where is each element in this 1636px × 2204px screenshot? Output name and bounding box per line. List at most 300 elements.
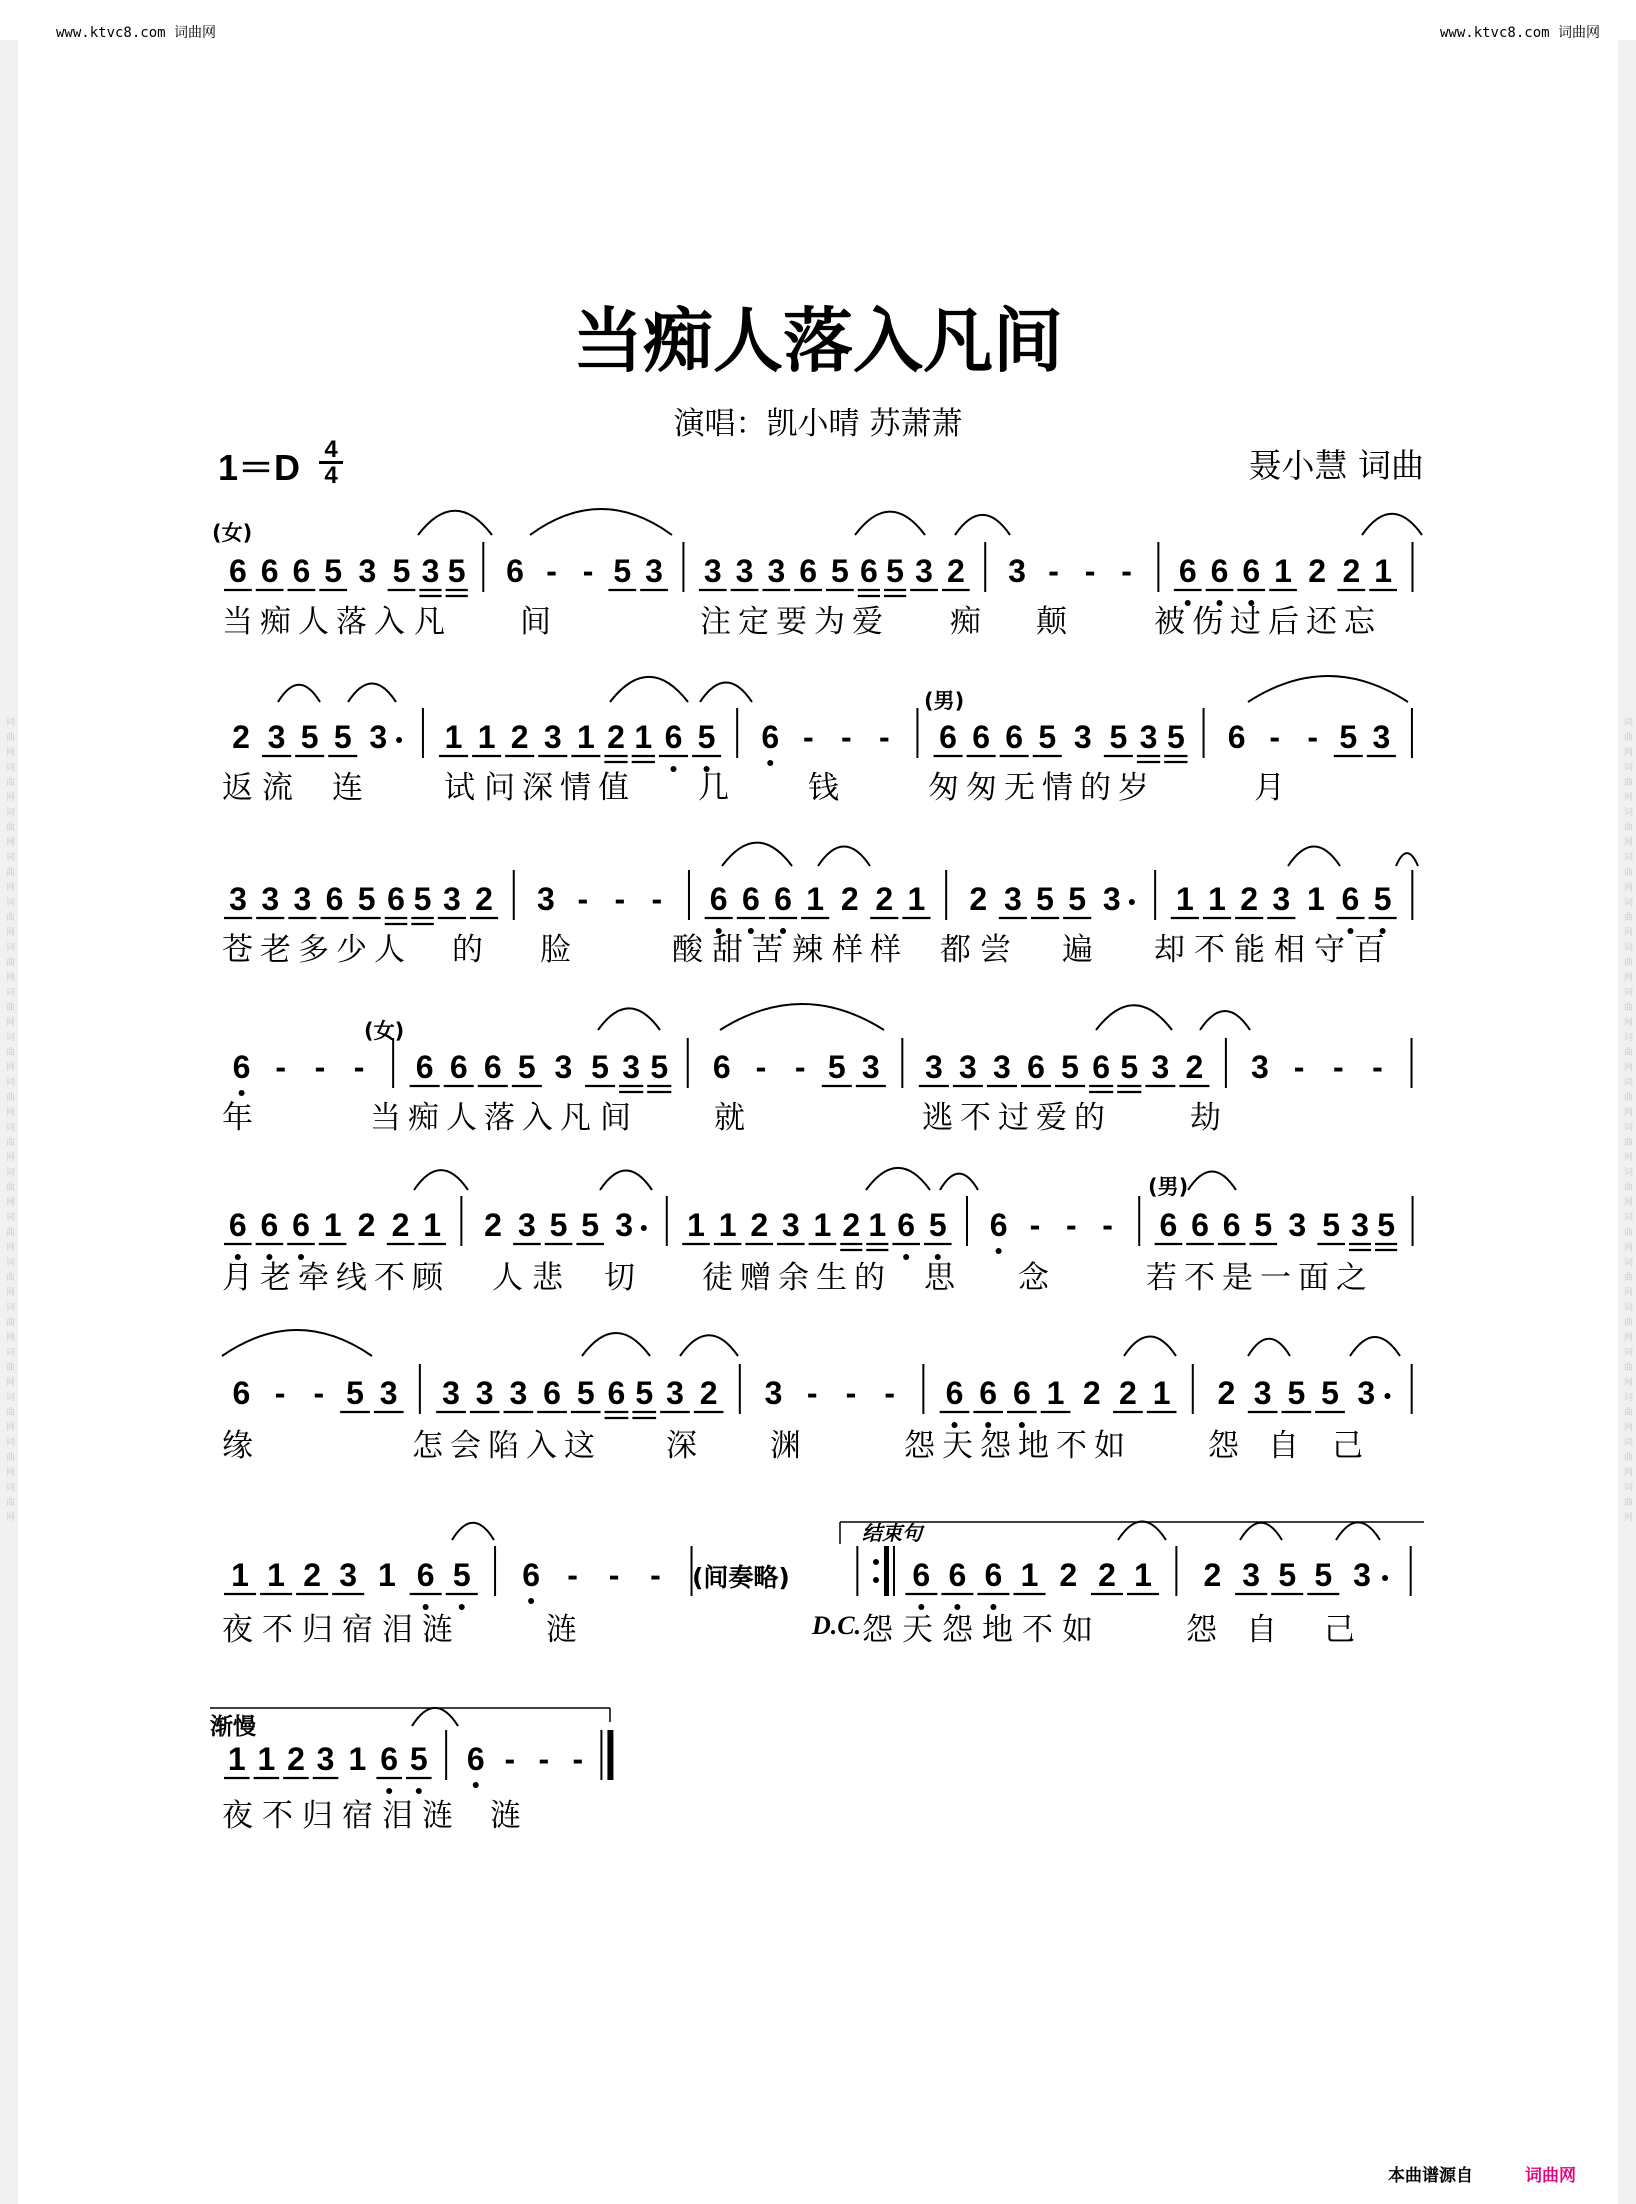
lyric-char: 深 — [666, 1428, 697, 1464]
note: 5 — [1036, 881, 1054, 917]
lyric-char: 苍 — [222, 932, 253, 968]
lyric-char: 辣 — [792, 932, 823, 968]
lyric-char: 伤 — [1192, 604, 1223, 640]
note: 6 — [774, 881, 792, 917]
note: 3 — [554, 1049, 573, 1085]
note: 3 — [1372, 719, 1391, 755]
note: 6 — [1222, 1207, 1241, 1243]
lyric-char: 涟 — [422, 1798, 453, 1834]
low-octave-dot — [903, 1254, 909, 1260]
dash-note: - — [275, 1049, 287, 1085]
note: 3 — [369, 719, 388, 755]
note: 6 — [948, 1557, 967, 1593]
dash-note: - — [567, 1557, 578, 1593]
lyric-char: 返 — [222, 770, 253, 806]
note: 3 — [379, 1375, 398, 1411]
note: 1 — [1152, 1375, 1171, 1411]
note: 5 — [1373, 881, 1392, 917]
note: 6 — [741, 881, 760, 917]
lyric-char: 间 — [600, 1100, 631, 1136]
lyric-char: 流 — [262, 770, 293, 806]
dash-note: - — [504, 1741, 516, 1777]
note: 6 — [232, 1049, 251, 1085]
note: 6 — [1242, 553, 1261, 589]
slur — [1240, 1523, 1282, 1540]
lyric-char: 怨 — [1186, 1612, 1217, 1648]
slur — [582, 1333, 650, 1356]
note: 3 — [615, 1207, 634, 1243]
note: 3 — [767, 553, 786, 589]
slur — [1336, 1522, 1380, 1540]
dash-note: - — [794, 1049, 806, 1085]
lyric-char: 间 — [520, 604, 551, 640]
note: 2 — [232, 719, 250, 755]
note: 5 — [928, 1207, 947, 1243]
note: 2 — [484, 1207, 502, 1243]
lyric-char: 入 — [526, 1428, 557, 1464]
lyric-char: 逃 — [922, 1100, 953, 1136]
note: 5 — [591, 1049, 609, 1085]
dash-note: - — [1048, 553, 1059, 589]
lyric-char: 人 — [446, 1100, 477, 1136]
note: 5 — [1377, 1207, 1396, 1243]
lyric-char: 爱 — [1036, 1100, 1067, 1136]
note: 5 — [697, 719, 716, 755]
lyric-char: 甜 — [712, 932, 743, 968]
slur — [1118, 1521, 1166, 1540]
lyric-char: 能 — [1234, 932, 1265, 968]
low-octave-dot — [416, 1788, 422, 1794]
note: 6 — [506, 553, 524, 589]
dash-note: - — [546, 553, 557, 589]
dash-note: - — [538, 1741, 550, 1777]
dash-note: - — [802, 719, 814, 755]
note: 6 — [939, 719, 957, 755]
low-octave-dot — [996, 1248, 1002, 1254]
note: 5 — [650, 1049, 669, 1085]
slur — [348, 683, 396, 702]
lyric-char: 匆 — [928, 770, 959, 806]
lyric-char: 涟 — [422, 1612, 453, 1648]
low-octave-dot — [239, 1090, 245, 1096]
lyric-char: 一 — [1260, 1260, 1291, 1296]
male-marker-2: (男) — [1148, 1175, 1189, 1199]
lyric-char: 渊 — [770, 1428, 801, 1464]
singers: 演唱：凯小晴 苏萧萧 — [673, 406, 963, 442]
lyric-char: 归 — [302, 1798, 333, 1834]
lyric-char: 情 — [1042, 770, 1073, 806]
slur — [418, 511, 492, 535]
note: 1 — [1374, 553, 1393, 589]
lyric-char: 入 — [522, 1100, 553, 1136]
time-signature-bottom: 4 — [324, 462, 338, 489]
note: 1 — [1306, 881, 1325, 917]
lyric-char: 不 — [374, 1260, 405, 1296]
low-octave-dot — [423, 1604, 429, 1610]
note: 3 — [924, 1049, 943, 1085]
lyric-char: 都 — [940, 932, 971, 968]
note: 3 — [543, 719, 562, 755]
note: 2 — [287, 1741, 305, 1777]
lyric-char: 宿 — [342, 1798, 373, 1834]
lyric-char: 不 — [262, 1612, 293, 1648]
note: 3 — [1151, 1049, 1170, 1085]
lyric-char: 不 — [1056, 1428, 1087, 1464]
lyric-char: 连 — [332, 770, 363, 806]
note: 3 — [993, 1049, 1011, 1085]
note: 2 — [357, 1207, 376, 1243]
lyric-char: 牵 — [298, 1260, 329, 1296]
note: 5 — [830, 553, 849, 589]
slur — [1096, 1005, 1172, 1030]
note: 3 — [316, 1741, 335, 1777]
note: 1 — [1134, 1557, 1152, 1593]
note: 3 — [861, 1049, 880, 1085]
dash-note: - — [1065, 1207, 1077, 1243]
repeat-dot — [873, 1559, 879, 1565]
slur — [1248, 1339, 1290, 1356]
lyric-char: 后 — [1268, 604, 1299, 640]
note: 2 — [842, 1207, 861, 1243]
dash-note: - — [884, 1375, 896, 1411]
note: 5 — [1322, 1207, 1341, 1243]
lyric-char: 宿 — [342, 1612, 373, 1648]
lyric-char: 的 — [1074, 1100, 1105, 1136]
lyric-char: 相 — [1274, 932, 1305, 968]
lyric-char: 入 — [374, 604, 405, 640]
note: 6 — [380, 1741, 399, 1777]
note: 5 — [413, 881, 432, 917]
lyric-char: 思 — [924, 1260, 955, 1296]
dash-note: - — [314, 1049, 326, 1085]
note: 3 — [1251, 1049, 1269, 1085]
note: 6 — [415, 1049, 434, 1085]
slur — [530, 509, 672, 535]
note: 6 — [1227, 719, 1246, 755]
note: 1 — [1208, 881, 1226, 917]
low-octave-dot — [386, 1788, 392, 1794]
note: 5 — [1061, 1049, 1079, 1085]
note: 5 — [549, 1207, 568, 1243]
right-watermark-strip: 词曲网词曲网词曲网词曲网词曲网词曲网词曲网词曲网词曲网词曲网词曲网词曲网词曲网词曲网词曲网词曲网词曲网词曲网 — [1618, 40, 1636, 2204]
note: 5 — [1314, 1557, 1333, 1593]
note: 6 — [712, 1049, 731, 1085]
time-signature-top: 4 — [324, 436, 338, 463]
augmentation-dot — [1382, 1575, 1388, 1581]
lyric-char: 无 — [1004, 770, 1035, 806]
lyric-char: 酸 — [672, 932, 703, 968]
dash-note: - — [582, 553, 594, 589]
lyric-char: 这 — [564, 1428, 595, 1464]
composer-credit: 聂小慧 词曲 — [1248, 446, 1424, 485]
slur — [955, 515, 1010, 535]
note: 6 — [387, 881, 405, 917]
final-barline-thick — [607, 1730, 613, 1780]
note: 6 — [1191, 1207, 1209, 1243]
note: 1 — [687, 1207, 705, 1243]
note: 6 — [449, 1049, 468, 1085]
dash-note: - — [650, 1557, 661, 1593]
lyric-char: 天 — [942, 1428, 973, 1464]
lyric-char: 赠 — [740, 1260, 771, 1296]
augmentation-dot — [396, 737, 402, 743]
low-octave-dot — [767, 760, 773, 766]
lyric-char: 遍 — [1062, 932, 1093, 968]
lyric-char: 试 — [444, 770, 475, 806]
note: 1 — [444, 719, 463, 755]
dash-note: - — [1372, 1049, 1383, 1085]
note: 3 — [358, 553, 377, 589]
note: 6 — [1210, 553, 1229, 589]
lyric-char: 几 — [698, 770, 729, 806]
lyric-char: 少 — [336, 932, 367, 968]
lyric-char: 为 — [814, 604, 845, 640]
lyric-char: 年 — [222, 1100, 253, 1136]
note: 6 — [1027, 1049, 1045, 1085]
lyric-char: 百 — [1354, 932, 1385, 968]
lyric-char: 匆 — [966, 770, 997, 806]
ritardando-marker: 渐慢 — [210, 1714, 256, 1740]
note: 5 — [635, 1375, 654, 1411]
note: 2 — [1240, 881, 1259, 917]
note: 5 — [827, 1049, 846, 1085]
lyric-char: 守 — [1314, 932, 1345, 968]
note: 5 — [392, 553, 411, 589]
note: 6 — [799, 553, 818, 589]
note: 3 — [735, 553, 754, 589]
note: 1 — [378, 1557, 396, 1593]
note: 1 — [231, 1557, 249, 1593]
note: 6 — [260, 1207, 279, 1243]
note: 6 — [483, 1049, 502, 1085]
note: 3 — [267, 719, 286, 755]
low-octave-dot — [473, 1782, 479, 1788]
dash-note: - — [1293, 1049, 1305, 1085]
note: 6 — [989, 1207, 1008, 1243]
lyric-char: 涟 — [490, 1798, 521, 1834]
lyric-char: 会 — [450, 1428, 481, 1464]
slur — [222, 1330, 372, 1356]
note: 3 — [1272, 881, 1291, 917]
note: 2 — [303, 1557, 322, 1593]
slur — [1396, 853, 1418, 866]
lyric-char: 老 — [260, 932, 291, 968]
lyric-char: 怨 — [1208, 1428, 1239, 1464]
augmentation-dot — [1129, 899, 1135, 905]
lyric-char: 落 — [336, 604, 367, 640]
lyric-char: 人 — [492, 1260, 523, 1296]
low-octave-dot — [528, 1598, 534, 1604]
lyric-char: 苦 — [752, 932, 783, 968]
note: 3 — [442, 881, 461, 917]
note: 3 — [1073, 719, 1092, 755]
note: 5 — [1339, 719, 1358, 755]
note: 2 — [1098, 1557, 1116, 1593]
note: 2 — [1082, 1375, 1101, 1411]
note: 6 — [1005, 719, 1024, 755]
lyric-char: 夜 — [222, 1612, 253, 1648]
lyric-char: 缘 — [222, 1428, 253, 1464]
note: 1 — [907, 881, 926, 917]
lyric-char: 尝 — [980, 932, 1011, 968]
note: 2 — [1217, 1375, 1236, 1411]
note: 6 — [897, 1207, 916, 1243]
note: 5 — [1166, 719, 1185, 755]
note: 3 — [1351, 1207, 1369, 1243]
dash-note: - — [1121, 553, 1132, 589]
dash-note: - — [1084, 553, 1096, 589]
note: 2 — [1342, 553, 1361, 589]
slur — [598, 1008, 660, 1030]
note: 2 — [510, 719, 529, 755]
dash-note: - — [572, 1741, 584, 1777]
note: 6 — [1178, 553, 1197, 589]
note: 2 — [840, 881, 859, 917]
lyric-char: 的 — [1080, 770, 1111, 806]
note: 3 — [339, 1557, 358, 1593]
lyric-char: 天 — [902, 1612, 933, 1648]
note: 2 — [1059, 1557, 1078, 1593]
note: 5 — [1278, 1557, 1297, 1593]
dash-note: - — [845, 1375, 857, 1411]
note: 6 — [607, 1375, 626, 1411]
note: 3 — [1242, 1557, 1261, 1593]
watermark-left: www.ktvc8.com 词曲网 — [56, 25, 217, 41]
note: 5 — [300, 719, 319, 755]
dash-note: - — [1102, 1207, 1113, 1243]
note: 3 — [475, 1375, 494, 1411]
low-octave-dot — [1185, 600, 1191, 606]
slur — [278, 685, 320, 702]
lyric-char: 忘 — [1344, 604, 1375, 640]
lyric-char: 值 — [598, 770, 629, 806]
note: 6 — [984, 1557, 1003, 1593]
lyric-char: 深 — [522, 770, 553, 806]
dash-note: - — [614, 881, 626, 917]
note: 6 — [664, 719, 683, 755]
low-octave-dot — [990, 1604, 996, 1610]
lyric-char: 念 — [1018, 1260, 1049, 1296]
slur — [722, 843, 792, 866]
slur — [1248, 676, 1408, 702]
note: 1 — [477, 719, 496, 755]
slur — [720, 1004, 884, 1030]
lyric-char: 不 — [1022, 1612, 1053, 1648]
note: 3 — [1102, 881, 1121, 917]
note: 2 — [391, 1207, 410, 1243]
note: 2 — [875, 881, 894, 917]
note: 6 — [543, 1375, 561, 1411]
lyric-char: 徒 — [702, 1260, 733, 1296]
note: 6 — [232, 1375, 251, 1411]
note: 6 — [325, 881, 344, 917]
lyric-char: 悲 — [532, 1260, 563, 1296]
lyric-char: 当 — [370, 1100, 401, 1136]
slur — [610, 677, 688, 702]
dash-note: - — [1269, 719, 1281, 755]
lyric-char: 生 — [816, 1260, 847, 1296]
lyric-char: 不 — [960, 1100, 991, 1136]
lyric-char: 样 — [832, 932, 863, 968]
note: 5 — [1109, 719, 1128, 755]
slur — [940, 1174, 978, 1190]
augmentation-dot — [641, 1225, 647, 1231]
note: 1 — [267, 1557, 285, 1593]
lyric-char: 怨 — [862, 1612, 893, 1648]
female-marker-1: (女) — [212, 521, 253, 545]
note: 2 — [607, 719, 625, 755]
note: 3 — [518, 1207, 536, 1243]
lyric-char: 就 — [714, 1100, 745, 1136]
note: 3 — [781, 1207, 800, 1243]
note: 5 — [517, 1049, 536, 1085]
dash-note: - — [879, 719, 890, 755]
note: 6 — [260, 553, 279, 589]
note: 6 — [709, 881, 728, 917]
repeat-dot — [873, 1577, 879, 1583]
ending-marker: 结束句 — [862, 1521, 922, 1545]
lyric-char: 地 — [982, 1612, 1013, 1648]
lyric-char: 钱 — [808, 770, 839, 806]
note: 5 — [1038, 719, 1057, 755]
note: 2 — [475, 881, 493, 917]
female-marker-2: (女) — [364, 1019, 405, 1043]
lyric-char: 月 — [222, 1260, 253, 1296]
lyric-char: 地 — [1018, 1428, 1049, 1464]
slur — [452, 1523, 494, 1540]
lyric-char: 的 — [452, 932, 483, 968]
slur — [1288, 847, 1340, 866]
watermark-right: www.ktvc8.com 词曲网 — [1439, 25, 1600, 41]
lyric-char: 脸 — [540, 932, 571, 968]
lyric-char: 爱 — [852, 604, 883, 640]
dash-note: - — [577, 881, 589, 917]
lyric-char: 当 — [222, 604, 253, 640]
note: 2 — [1185, 1049, 1204, 1085]
note: 1 — [1046, 1375, 1065, 1411]
slur — [700, 683, 752, 702]
lyric-char: 之 — [1336, 1260, 1367, 1296]
song-title: 当痴人落入凡间 — [573, 299, 1063, 382]
note: 6 — [416, 1557, 435, 1593]
note: 3 — [645, 553, 663, 589]
low-octave-dot — [918, 1604, 924, 1610]
dash-note: - — [1307, 719, 1319, 755]
note: 6 — [228, 553, 247, 589]
lyric-char: 要 — [776, 604, 807, 640]
slur — [1200, 1011, 1250, 1030]
lyric-char: 泪 — [382, 1612, 413, 1648]
lyric-char: 不 — [1184, 1260, 1215, 1296]
note: 1 — [868, 1207, 887, 1243]
note: 5 — [1287, 1375, 1306, 1411]
lyric-char: 注 — [700, 604, 731, 640]
note: 5 — [333, 719, 352, 755]
lyric-char: 老 — [260, 1260, 291, 1296]
note: 2 — [969, 881, 988, 917]
augmentation-dot — [1384, 1393, 1390, 1399]
note: 6 — [979, 1375, 998, 1411]
note: 1 — [423, 1207, 442, 1243]
lyric-char: 如 — [1094, 1428, 1125, 1464]
note: 5 — [447, 553, 466, 589]
slur — [855, 512, 925, 535]
note: 1 — [813, 1207, 832, 1243]
note: 6 — [859, 553, 878, 589]
note: 1 — [634, 719, 653, 755]
lyric-char: 涟 — [546, 1612, 577, 1648]
lyric-char: 痴 — [260, 604, 291, 640]
